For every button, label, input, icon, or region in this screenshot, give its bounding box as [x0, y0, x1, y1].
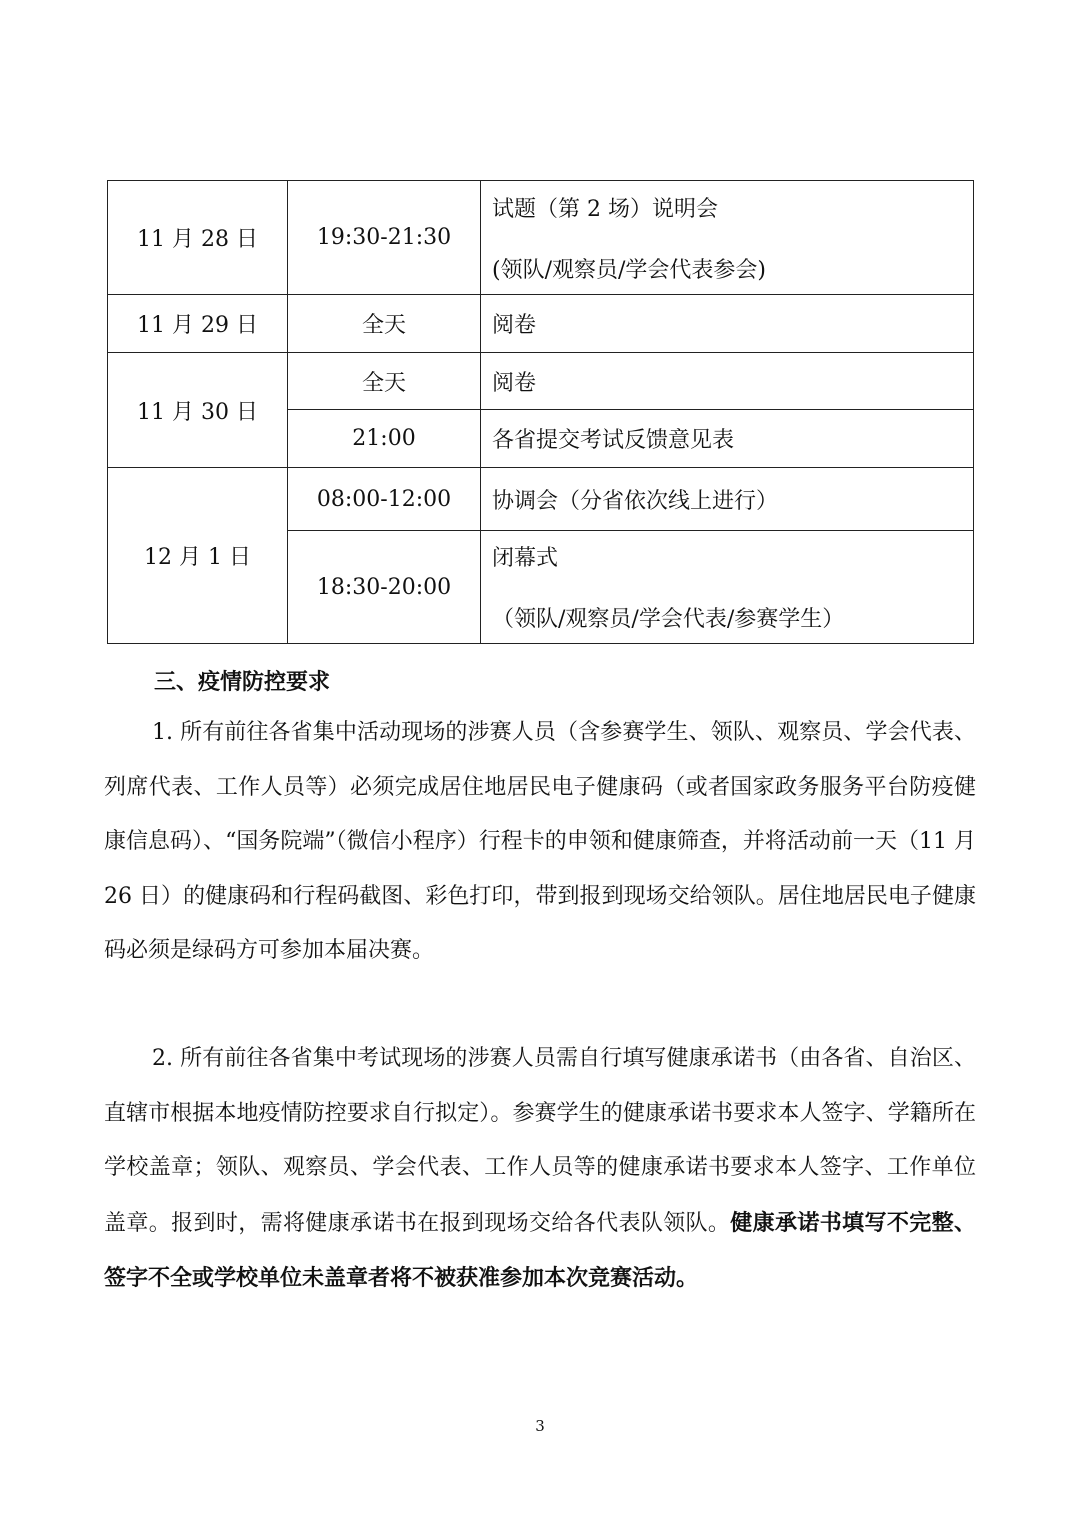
table-row	[108, 353, 974, 410]
event-note: （领队/观察员/学会代表/参赛学生）	[492, 607, 845, 632]
date-cell: 11 月 29 日	[108, 295, 288, 353]
time-cell: 全天	[288, 295, 481, 353]
time-cell: 08:00-12:00	[288, 468, 481, 531]
section-heading: 三、疫情防控要求	[154, 669, 331, 695]
table-row	[108, 468, 974, 531]
event-cell: 各省提交考试反馈意见表	[481, 410, 974, 468]
paragraph-2-emphasis: 健康承诺书填写不完整、签字不全或学校单位未盖章者将不被获准参加本次竞赛活动。	[104, 1209, 976, 1291]
paragraph-2-text: 2. 所有前往各省集中考试现场的涉赛人员需自行填写健康承诺书（由各省、自治区、直辖市根据本地疫情防控要求自行拟定）。参赛学生的健康承诺书要求本人签字、学籍所在学校盖章；领队、观察员、学会代表、工作人员等的健康承诺书要求本人签字、工作单位盖章。报到时，需将健康承诺书在报到现场交给各代表队领队。	[104, 1046, 976, 1236]
table-row	[108, 295, 974, 353]
date-cell: 11 月 30 日	[108, 353, 288, 468]
event-cell: 协调会（分省依次线上进行）	[481, 468, 974, 531]
table-row	[108, 181, 974, 295]
event-cell: 阅卷	[481, 295, 974, 353]
paragraph-2	[104, 1032, 976, 1307]
event-title: 试题（第 2 场）说明会	[492, 196, 718, 222]
event-cell	[481, 531, 974, 644]
time-cell: 19:30-21:30	[288, 181, 481, 295]
page-number: 3	[535, 1417, 545, 1435]
time-cell: 21:00	[288, 410, 481, 468]
event-note: (领队/观察员/学会代表参会)	[492, 257, 766, 283]
event-title: 闭幕式	[492, 546, 559, 571]
time-cell: 18:30-20:00	[288, 531, 481, 644]
time-cell: 全天	[288, 353, 481, 410]
paragraph-1: 1. 所有前往各省集中活动现场的涉赛人员（含参赛学生、领队、观察员、学会代表、列席代表、工作人员等）必须完成居住地居民电子健康码（或者国家政务服务平台防疫健康信息码）、“国务院端”（微信小程序）行程卡的申领和健康筛查，并将活动前一天（11 月 26 日）的健康码和行程码截图、彩色打印，带到报到现场交给领队。居住地居民电子健康码必须是绿码方可参加本届决赛。	[104, 720, 976, 963]
event-cell	[481, 181, 974, 295]
date-cell: 11 月 28 日	[108, 181, 288, 295]
schedule-table	[107, 180, 974, 644]
event-cell: 阅卷	[481, 353, 974, 410]
date-cell: 12 月 1 日	[108, 468, 288, 644]
